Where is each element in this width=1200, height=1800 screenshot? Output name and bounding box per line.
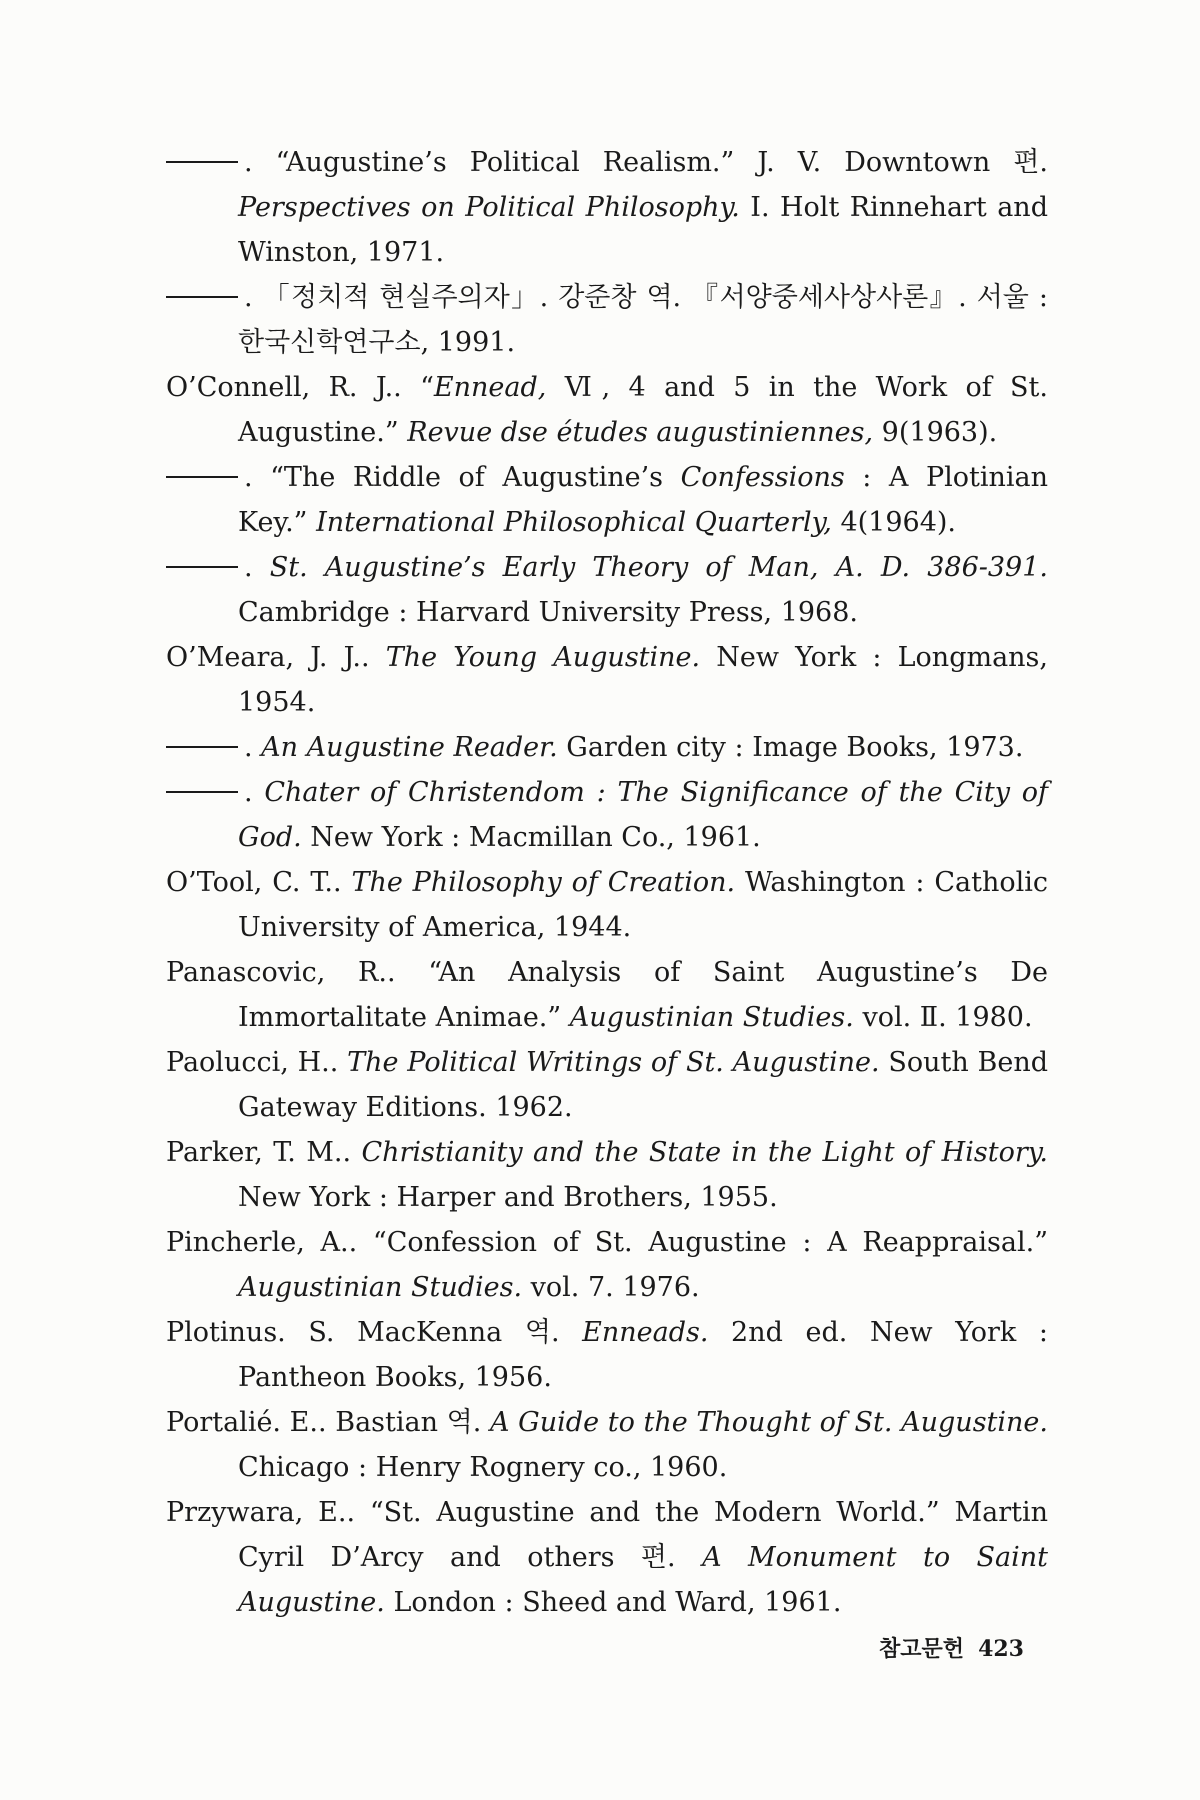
page-number: 423 <box>978 1636 1024 1662</box>
repeat-author-dash <box>166 791 238 793</box>
reference-entry: . An Augustine Reader. Garden city : Image Books, 1973. <box>166 725 1048 770</box>
reference-entry: Pincherle, A.. “Confession of St. Augustine : A Reappraisal.” Augustinian Studies. vol. 7. 1976. <box>166 1227 1048 1303</box>
reference-entry: . St. Augustine’s Early Theory of Man, A. D. 386-391. Cambridge : Harvard University Press, 1968. <box>166 545 1048 635</box>
reference-entry: O’Tool, C. T.. The Philosophy of Creation. Washington : Catholic University of America, 1944. <box>166 867 1048 943</box>
reference-entry: Przywara, E.. “St. Augustine and the Modern World.” Martin Cyril D’Arcy and others 편. A Monument to Saint Augustine. London : Sheed and Ward, 1961. <box>166 1497 1049 1618</box>
page-footer <box>879 1632 1024 1663</box>
repeat-author-dash <box>166 746 238 748</box>
repeat-author-dash <box>166 296 238 298</box>
reference-entry: O’Connell, R. J.. “Ennead, Ⅵ, 4 and 5 in the Work of St. Augustine.” Revue dse études augustiniennes, 9(1963). <box>166 372 1048 448</box>
reference-entry: O’Meara, J. J.. The Young Augustine. New York : Longmans, 1954. <box>166 642 1048 718</box>
reference-entry: . “The Riddle of Augustine’s Confessions : A Plotinian Key.” International Philosophical Quarterly, 4(1964). <box>166 455 1048 545</box>
reference-entry: Portalié. E.. Bastian 역. A Guide to the Thought of St. Augustine. Chicago : Henry Rognery co., 1960. <box>166 1407 1048 1483</box>
repeat-author-dash <box>166 161 238 163</box>
repeat-author-dash <box>166 476 238 478</box>
section-title: 참고문헌 <box>879 1637 965 1662</box>
repeat-author-dash <box>166 566 238 568</box>
reference-entry: Plotinus. S. MacKenna 역. Enneads. 2nd ed. New York : Pantheon Books, 1956. <box>166 1317 1048 1393</box>
reference-entry: Panascovic, R.. “An Analysis of Saint Augustine’s De Immortalitate Animae.” Augustinian Studies. vol. Ⅱ. 1980. <box>166 957 1048 1033</box>
reference-entry: . 「정치적 현실주의자」. 강준창 역. 『서양중세사상사론』. 서울 : 한국신학연구소, 1991. <box>166 275 1048 365</box>
reference-entry: . Chater of Christendom : The Significance of the City of God. New York : Macmillan Co., 1961. <box>166 770 1048 860</box>
reference-list <box>166 140 1048 1625</box>
reference-entry: Parker, T. M.. Christianity and the State in the Light of History. New York : Harper and Brothers, 1955. <box>166 1137 1048 1213</box>
reference-entry: . “Augustine’s Political Realism.” J. V. Downtown 편. Perspectives on Political Philosophy. I. Holt Rinnehart and Winston, 1971. <box>166 140 1048 275</box>
reference-entry: Paolucci, H.. The Political Writings of St. Augustine. South Bend Gateway Editions. 1962. <box>166 1047 1048 1123</box>
